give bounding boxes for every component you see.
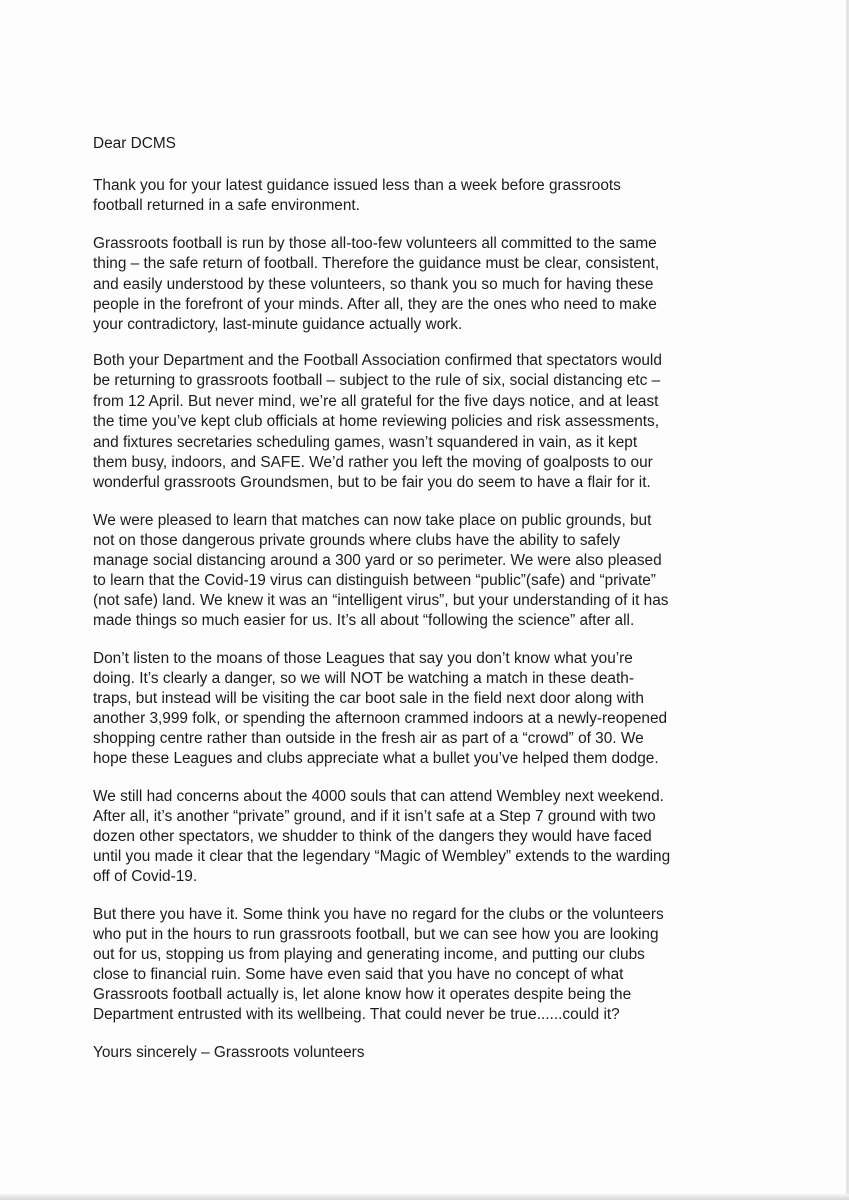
- paragraph-line: be returning to grassroots football – subject to the rule of six, social distancing etc –: [93, 372, 661, 389]
- paragraph-line: shopping centre rather than outside in the fresh air as part of a “crowd” of 30. We: [93, 730, 644, 747]
- paragraph-line: to learn that the Covid-19 virus can distinguish between “public”(safe) and “private”: [93, 572, 656, 589]
- paragraph-line: Grassroots football is run by those all-too-few volunteers all committed to the same: [93, 235, 657, 252]
- paragraph-line: close to financial ruin. Some have even said that you have no concept of what: [93, 966, 624, 983]
- paragraph-line: After all, it’s another “private” ground, and if it isn’t safe at a Step 7 ground with two: [93, 808, 656, 825]
- paragraph-line: who put in the hours to run grassroots football, but we can see how you are looking: [93, 926, 659, 943]
- paragraph-line: your contradictory, last-minute guidance actually work.: [93, 316, 463, 333]
- salutation: Dear DCMS: [93, 135, 176, 152]
- paragraph-line: until you made it clear that the legendary “Magic of Wembley” extends to the warding: [93, 848, 671, 865]
- paragraph-line: hope these Leagues and clubs appreciate what a bullet you’ve helped them dodge.: [93, 750, 659, 767]
- paragraph-line: another 3,999 folk, or spending the afternoon crammed indoors at a newly-reopened: [93, 710, 668, 727]
- paragraph-line: Thank you for your latest guidance issued less than a week before grassroots: [93, 177, 621, 194]
- paragraph-line: wonderful grassroots Groundsmen, but to be fair you do seem to have a flair for it.: [93, 474, 651, 491]
- paragraph-line: people in the forefront of your minds. After all, they are the ones who need to make: [93, 296, 657, 313]
- paragraph-line: thing – the safe return of football. Therefore the guidance must be clear, consistent,: [93, 255, 660, 272]
- paragraph-line: dozen other spectators, we shudder to think of the dangers they would have faced: [93, 828, 652, 845]
- paragraph-line: Department entrusted with its wellbeing. That could never be true......could it?: [93, 1006, 620, 1023]
- paragraph-line: off of Covid-19.: [93, 868, 198, 885]
- paragraph-line: We were pleased to learn that matches can now take place on public grounds, but: [93, 512, 652, 529]
- paragraph-line: from 12 April. But never mind, we’re all grateful for the five days notice, and at least: [93, 393, 659, 410]
- paragraph-line: But there you have it. Some think you have no regard for the clubs or the volunteers: [93, 906, 664, 923]
- paragraph-line: and fixtures secretaries scheduling games, wasn’t squandered in vain, as it kept: [93, 434, 638, 451]
- paragraph-line: Don’t listen to the moans of those Leagues that say you don’t know what you’re: [93, 650, 633, 667]
- paragraph-line: and easily understood by these volunteers, so thank you so much for having these: [93, 276, 654, 293]
- paragraph-line: made things so much easier for us. It’s all about “following the science” after all.: [93, 612, 635, 629]
- paragraph-line: the time you’ve kept club officials at home reviewing policies and risk assessments,: [93, 413, 660, 430]
- paragraph-line: (not safe) land. We knew it was an “intelligent virus”, but your understanding of it has: [93, 592, 669, 609]
- paragraph-line: We still had concerns about the 4000 souls that can attend Wembley next weekend.: [93, 788, 664, 805]
- paragraph-line: Grassroots football actually is, let alone know how it operates despite being the: [93, 986, 632, 1003]
- signoff: Yours sincerely – Grassroots volunteers: [93, 1044, 365, 1061]
- page-edge-bottom: [0, 1194, 849, 1200]
- paragraph-line: football returned in a safe environment.: [93, 197, 360, 214]
- paragraph-line: out for us, stopping us from playing and generating income, and putting our clubs: [93, 946, 645, 963]
- paragraph-line: traps, but instead will be visiting the car boot sale in the field next door along with: [93, 690, 644, 707]
- paragraph-line: them busy, indoors, and SAFE. We’d rather you left the moving of goalposts to our: [93, 454, 653, 471]
- paragraph-line: Both your Department and the Football Association confirmed that spectators would: [93, 352, 662, 369]
- paragraph-line: doing. It’s clearly a danger, so we will NOT be watching a match in these death-: [93, 670, 634, 687]
- paragraph-line: manage social distancing around a 300 yard or so perimeter. We were also pleased: [93, 552, 662, 569]
- paragraph-line: not on those dangerous private grounds where clubs have the ability to safely: [93, 532, 621, 549]
